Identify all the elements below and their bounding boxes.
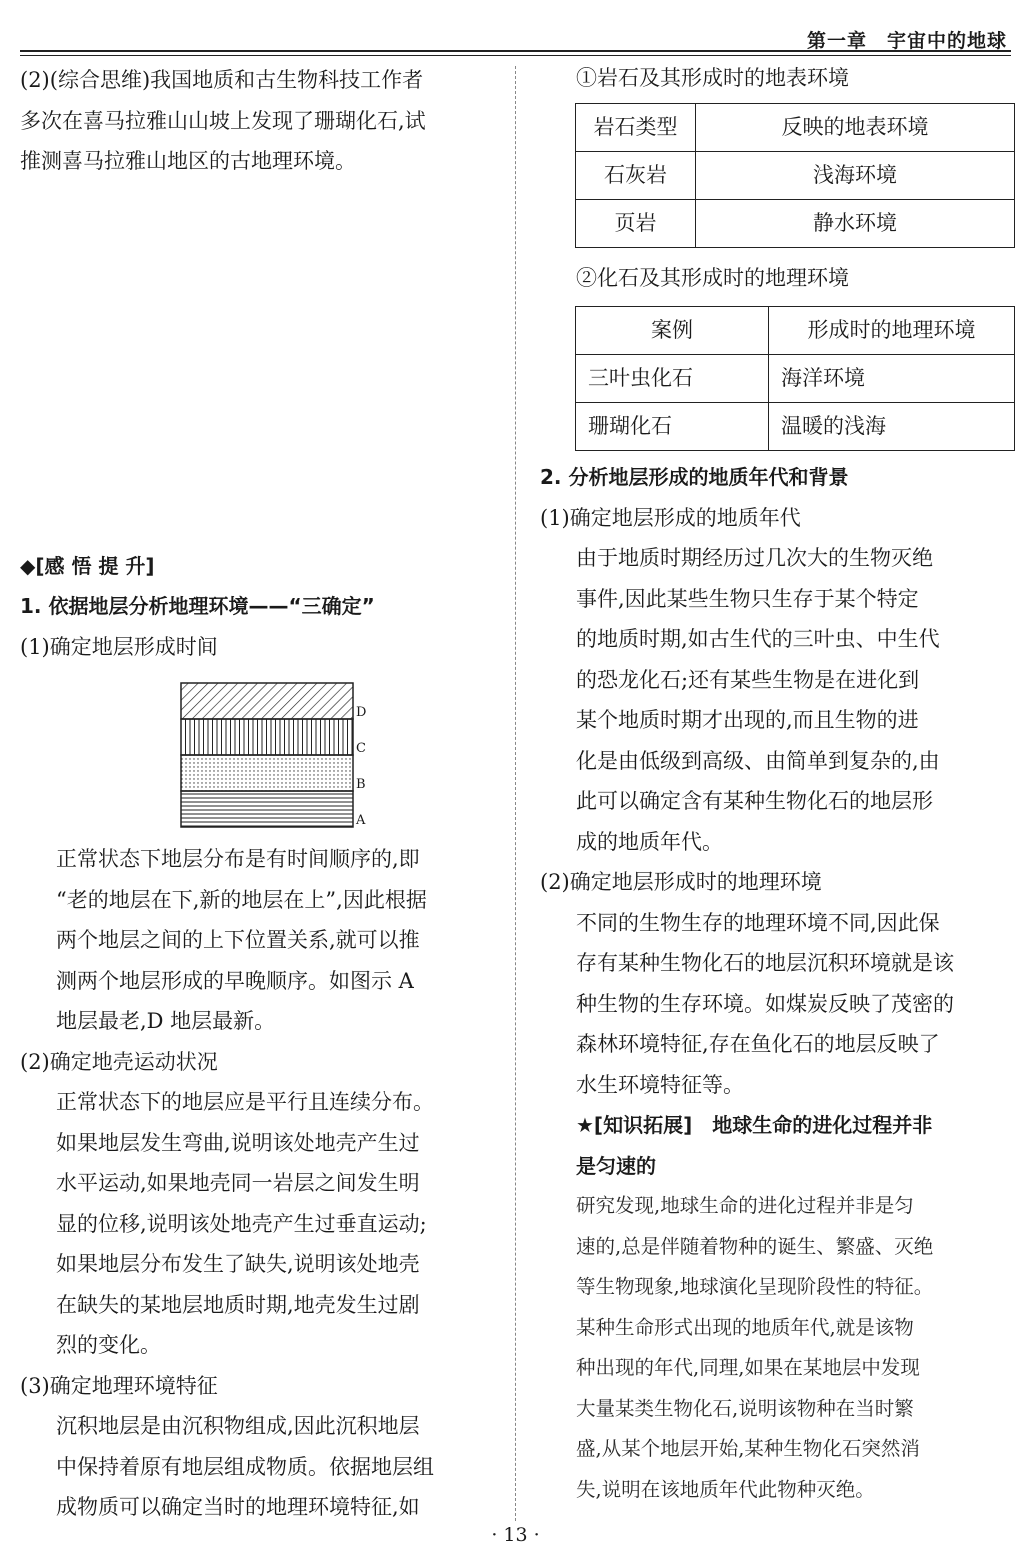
body-line: 化是由低级到高级、由简单到复杂的,由 (576, 748, 940, 773)
fossil-environment-table (575, 306, 1015, 451)
knowledge-extension (540, 1105, 1016, 1510)
table-header-cell: 岩石类型 (576, 103, 696, 151)
table-header-cell: 反映的地表环境 (696, 103, 1015, 151)
chapter-title: 第一章 宇宙中的地球 (806, 30, 1007, 52)
layer-b-label: B (356, 777, 366, 792)
strata-figure (180, 681, 420, 831)
body-line: 此可以确定含有某种生物化石的地层形 (576, 789, 933, 813)
sub-1-heading: (1)确定地层形成的地质年代 (540, 505, 801, 530)
column-divider (515, 66, 516, 1521)
answer-space (20, 182, 498, 546)
table-cell: 静水环境 (696, 199, 1015, 247)
table-header-row (576, 103, 1015, 151)
table-row (576, 403, 1015, 451)
strata-diagram (180, 681, 420, 831)
table-cell: 温暖的浅海 (769, 403, 1015, 451)
table-1-title: ①岩石及其形成时的地表环境 (576, 66, 849, 90)
table-header-cell: 案例 (576, 307, 769, 355)
body-line: 如果地层发生弯曲,说明该处地壳产生过 (56, 1130, 420, 1155)
body-line: 的恐龙化石;还有某些生物是在进化到 (576, 667, 920, 692)
sub-2-heading: (2)确定地壳运动状况 (20, 1049, 218, 1074)
table-cell: 海洋环境 (769, 355, 1015, 403)
layer-c-label: C (356, 741, 366, 756)
table-row (576, 151, 1015, 199)
right-column (540, 58, 1016, 1510)
question-2-line: (2)(综合思维)我国地质和古生物科技工作者 (20, 68, 424, 92)
point-2-heading: 2. 分析地层形成的地质年代和背景 (540, 465, 849, 489)
sub-1-heading: (1)确定地层形成时间 (20, 634, 218, 659)
body-line: 的地质时期,如古生代的三叶虫、中生代 (576, 627, 940, 651)
table-cell: 页岩 (576, 199, 696, 247)
body-line: 两个地层之间的上下位置关系,就可以推 (56, 928, 420, 952)
extension-line: 失,说明在该地质年代此物种灭绝。 (576, 1477, 875, 1501)
extension-line: 研究发现,地球生命的进化过程并非是匀 (576, 1194, 914, 1217)
header-rule-thin (20, 55, 1011, 56)
body-line: 水生环境特征等。 (576, 1072, 744, 1097)
extension-line: 大量某类生物化石,说明该物种在当时繁 (576, 1396, 914, 1420)
body-line: 沉积地层是由沉积物组成,因此沉积地层 (56, 1414, 420, 1438)
layer-b (181, 755, 353, 791)
body-line: 成的地质年代。 (576, 829, 723, 854)
body-line: 正常状态下的地层应是平行且连续分布。 (56, 1090, 434, 1114)
extension-line: 等生物现象,地球演化呈现阶段性的特征。 (576, 1275, 934, 1298)
question-2-line: 多次在喜马拉雅山山坡上发现了珊瑚化石,试 (20, 108, 426, 133)
body-line: 事件,因此某些生物只生存于某个特定 (576, 586, 919, 611)
body-line: 由于地质时期经历过几次大的生物灭绝 (576, 546, 933, 570)
sub-2-body (540, 903, 1016, 1106)
body-line: 烈的变化。 (56, 1333, 161, 1357)
sub-3-heading: (3)确定地理环境特征 (20, 1373, 218, 1398)
table-row (576, 355, 1015, 403)
body-line: 地层最老,D 地层最新。 (56, 1009, 276, 1033)
point-1-heading: 1. 依据地层分析地理环境——“三确定” (20, 594, 375, 618)
header-rule-thick (20, 50, 1011, 52)
layer-d (181, 683, 353, 719)
insight-heading: ◆[感 悟 提 升] (20, 553, 155, 578)
table-header-cell: 形成时的地理环境 (769, 307, 1015, 355)
extension-heading: 是匀速的 (576, 1153, 656, 1178)
layer-d-label: D (356, 705, 367, 720)
body-line: 测两个地层形成的早晚顺序。如图示 A (56, 968, 414, 993)
body-line: 水平运动,如果地壳同一岩层之间发生明 (56, 1171, 420, 1195)
table-header-row (576, 307, 1015, 355)
extension-line: 速的,总是伴随着物种的诞生、繁盛、灭绝 (576, 1234, 934, 1258)
body-line: 如果地层分布发生了缺失,说明该处地壳 (56, 1252, 420, 1276)
left-column (20, 60, 498, 1528)
layer-a (181, 791, 353, 827)
body-line: 种生物的生存环境。如煤炭反映了茂密的 (576, 991, 954, 1016)
extension-heading: ★[知识拓展] 地球生命的进化过程并非 (576, 1113, 933, 1137)
body-line: 森林环境特征,存在鱼化石的地层反映了 (576, 1032, 940, 1056)
body-line: 在缺失的某地层地质时期,地壳发生过剧 (56, 1292, 420, 1317)
body-line: 存有某种生物化石的地层沉积环境就是该 (576, 951, 954, 975)
table-cell: 石灰岩 (576, 151, 696, 199)
body-line: 中保持着原有地层组成物质。依据地层组 (56, 1454, 434, 1479)
table-cell: 珊瑚化石 (576, 403, 769, 451)
sub-3-body (20, 1406, 498, 1528)
extension-line: 某种生命形式出现的地质年代,就是该物 (576, 1315, 914, 1339)
table-cell: 三叶虫化石 (576, 355, 769, 403)
body-line: “老的地层在下,新的地层在上”,因此根据 (56, 887, 427, 912)
question-2-line: 推测喜马拉雅山地区的古地理环境。 (20, 149, 356, 173)
table-row (576, 199, 1015, 247)
body-line: 显的位移,说明该处地壳产生过垂直运动; (56, 1211, 427, 1236)
body-line: 正常状态下地层分布是有时间顺序的,即 (56, 847, 420, 871)
rock-environment-table (575, 103, 1015, 248)
sub-2-body (20, 1082, 498, 1366)
body-line: 成物质可以确定当时的地理环境特征,如 (56, 1495, 420, 1519)
sub-1-body (20, 839, 498, 1042)
page-number: · 13 · (491, 1524, 540, 1546)
body-line: 不同的生物生存的地理环境不同,因此保 (576, 910, 940, 935)
layer-a-label: A (356, 813, 366, 828)
extension-line: 盛,从某个地层开始,某种生物化石突然消 (576, 1437, 920, 1460)
extension-line: 种出现的年代,同理,如果在某地层中发现 (576, 1356, 920, 1379)
layer-c (181, 719, 353, 755)
body-line: 某个地质时期才出现的,而且生物的进 (576, 708, 919, 732)
sub-1-body (540, 538, 1016, 862)
table-cell: 浅海环境 (696, 151, 1015, 199)
table-2-title: ②化石及其形成时的地理环境 (576, 265, 849, 290)
sub-2-heading: (2)确定地层形成时的地理环境 (540, 870, 822, 894)
